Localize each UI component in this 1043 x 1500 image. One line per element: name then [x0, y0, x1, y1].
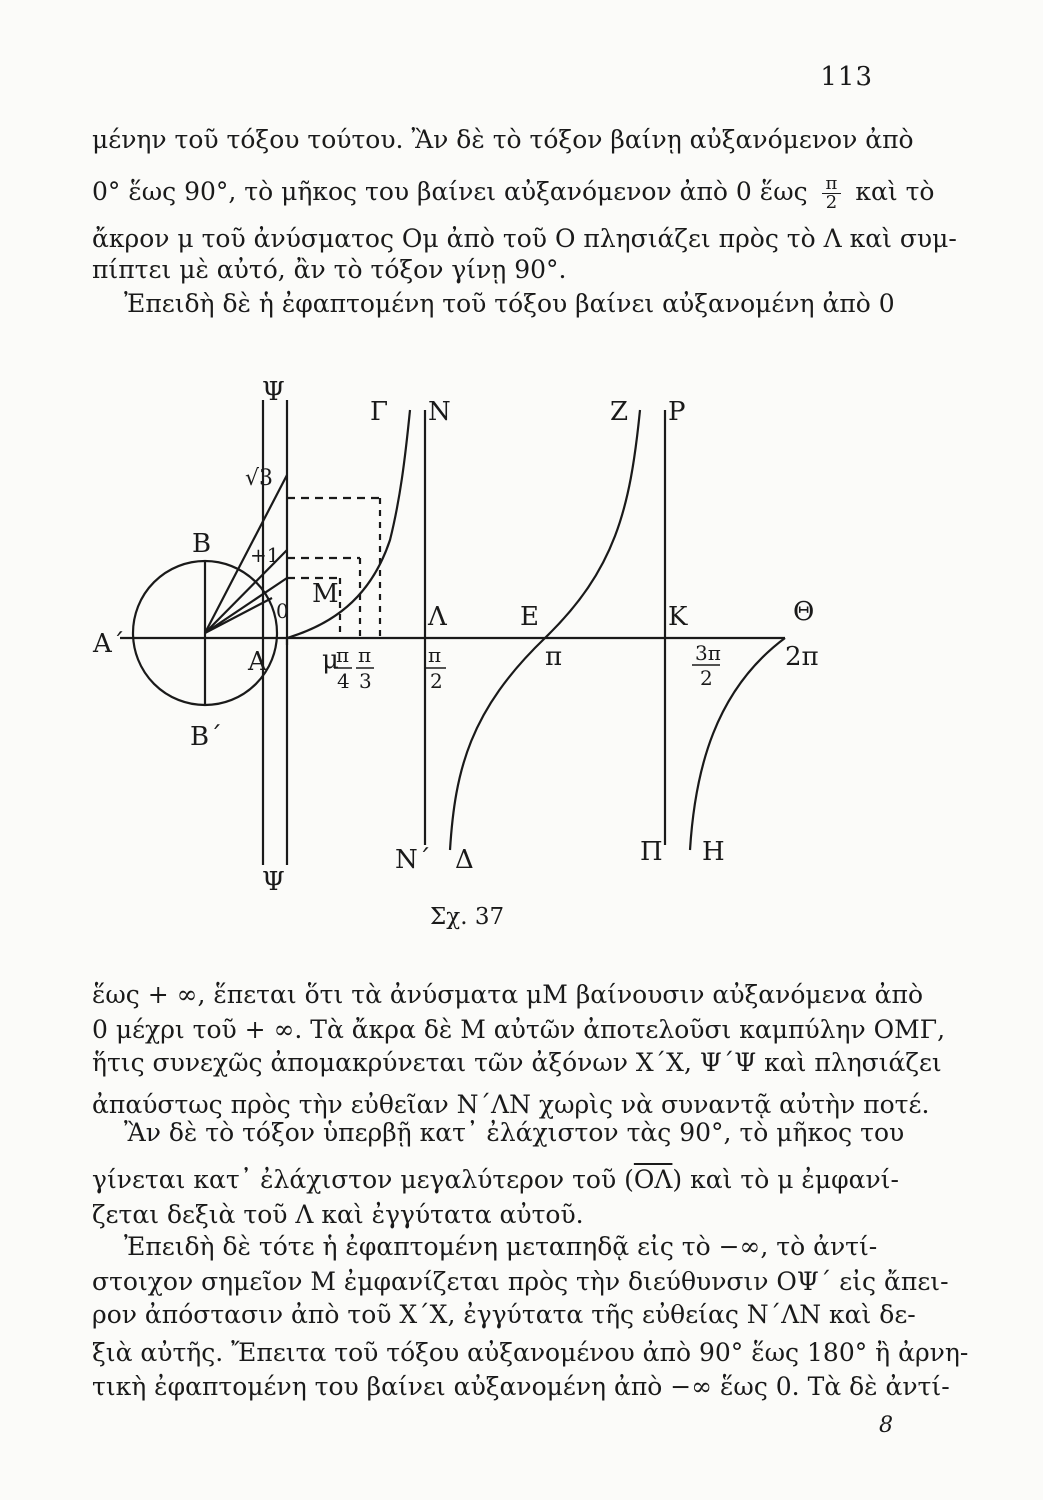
text-line: μένην τοῦ τόξου τούτου. Ἂν δὲ τὸ τόξον βαίνῃ αὐξανόμενον ἀπὸ [92, 125, 914, 154]
label-pi2-den: 2 [430, 669, 443, 693]
label-pi4-num: π [336, 643, 350, 667]
text-segment: ) καὶ τὸ μ ἐμφανί- [672, 1165, 899, 1194]
label-pi3-den: 3 [359, 669, 372, 693]
label-o: 0 [276, 599, 289, 623]
page-number: 113 [820, 62, 873, 92]
text-line: ρον ἀπόστασιν ἀπὸ τοῦ Χ΄Χ, ἐγγύτατα τῆς εὐθείας Ν΄ΛΝ καὶ δε- [92, 1300, 916, 1329]
label-b: Β [192, 529, 212, 559]
label-3pi2-den: 2 [700, 666, 713, 690]
text-segment: 0° ἕως 90°, τὸ μῆκος του βαίνει αὐξανόμενον ἀπὸ 0 ἕως [92, 177, 808, 206]
label-pi4-den: 4 [337, 669, 350, 693]
label-sqrt3: √3 [245, 466, 274, 491]
text-line: ἥτις συνεχῶς ἀπομακρύνεται τῶν ἀξόνων Χ΄Χ, Ψ΄Ψ καὶ πλησιάζει [92, 1048, 942, 1077]
text-line: ξιὰ αὐτῆς. Ἔπειτα τοῦ τόξου αὐξανομένου ἀπὸ 90° ἕως 180° ἢ ἀρνη- [92, 1338, 969, 1367]
tangent-curve-branch-2 [450, 410, 640, 850]
label-b-prime: Β΄ [190, 722, 223, 752]
text-line: Ἐπειδὴ δὲ ἡ ἐφαπτομένη τοῦ τόξου βαίνει αὐξανομένη ἀπὸ 0 [124, 289, 895, 318]
figure-caption: Σχ. 37 [430, 904, 505, 930]
label-pi-bottom: Π [640, 837, 663, 867]
text-line: ἄκρον μ τοῦ ἀνύσματος Ομ ἀπὸ τοῦ Ο πλησιάζει πρὸς τὸ Λ καὶ συμ- [92, 224, 957, 253]
text-line: τικὴ ἐφαπτομένη του βαίνει αὐξανομένη ἀπὸ −∞ ἕως 0. Τὰ δὲ ἀντί- [92, 1372, 950, 1401]
signature-mark: 8 [879, 1413, 893, 1438]
label-psi-bottom: Ψ [262, 867, 285, 897]
fraction-pi-over-2 [822, 175, 842, 212]
text-segment: γίνεται κατ᾽ ἐλάχιστον μεγαλύτερον τοῦ ( [92, 1165, 634, 1194]
label-e: Ε [520, 602, 539, 632]
tangent-curve-branch-1 [287, 410, 410, 638]
label-pi3-num: π [358, 643, 372, 667]
label-delta: Δ [455, 845, 474, 875]
text-line: 0 μέχρι τοῦ + ∞. Τὰ ἄκρα δὲ Μ αὐτῶν ἀποτελοῦσι καμπύλην ΟΜΓ, [92, 1015, 946, 1044]
text-line [92, 175, 934, 212]
label-lambda: Λ [428, 602, 447, 632]
label-k: Κ [668, 602, 688, 632]
label-plus1: +1 [250, 543, 280, 567]
text-line: ἀπαύστως πρὸς τὴν εὐθεῖαν Ν΄ΛΝ χωρὶς νὰ συναντᾷ αὐτὴν ποτέ. [92, 1090, 930, 1119]
overline-segment: $\overline{O\Lambda}$ [633, 1165, 673, 1194]
label-pi: π [545, 642, 563, 672]
label-h: Η [702, 837, 725, 867]
label-psi-top: Ψ [262, 377, 285, 407]
text-line: πίπτει μὲ αὐτό, ἂν τὸ τόξον γίνῃ 90°. [92, 255, 567, 284]
radius-line-m [205, 578, 287, 633]
label-n-top: Ν [428, 397, 451, 427]
text-line [92, 1165, 899, 1194]
label-n-bottom: Ν΄ [395, 845, 431, 875]
text-line: Ἂν δὲ τὸ τόξον ὑπερβῇ κατ᾽ ἐλάχιστον τὰς 90°, τὸ μῆκος του [124, 1118, 905, 1147]
label-3pi2-num: 3π [695, 641, 721, 665]
label-gamma: Γ [370, 397, 389, 427]
label-mu: μ [322, 645, 339, 675]
label-m: Μ [312, 579, 339, 609]
label-theta: Θ [793, 597, 815, 627]
label-a-prime: Α΄ [93, 629, 125, 659]
text-line: ζεται δεξιὰ τοῦ Λ καὶ ἐγγύτατα αὐτοῦ. [92, 1200, 584, 1229]
fraction-numerator: π [822, 175, 842, 194]
label-z: Ζ [610, 397, 629, 427]
fraction-denominator: 2 [825, 192, 838, 213]
text-segment: καὶ τὸ [855, 177, 935, 206]
tangent-figure [0, 370, 1043, 930]
text-line: στοιχον σημεῖον Μ ἐμφανίζεται πρὸς τὴν διεύθυνσιν ΟΨ΄ εἰς ἄπει- [92, 1267, 949, 1296]
label-pi2-num: π [428, 643, 442, 667]
label-p: Ρ [668, 397, 686, 427]
label-2pi: 2π [785, 642, 819, 672]
text-line: Ἐπειδὴ δὲ τότε ἡ ἐφαπτομένη μεταπηδᾷ εἰς τὸ −∞, τὸ ἀντί- [124, 1232, 878, 1261]
text-line: ἕως + ∞, ἕπεται ὅτι τὰ ἀνύσματα μΜ βαίνουσιν αὐξανόμενα ἀπὸ [92, 980, 924, 1009]
label-a: Α [248, 647, 267, 677]
